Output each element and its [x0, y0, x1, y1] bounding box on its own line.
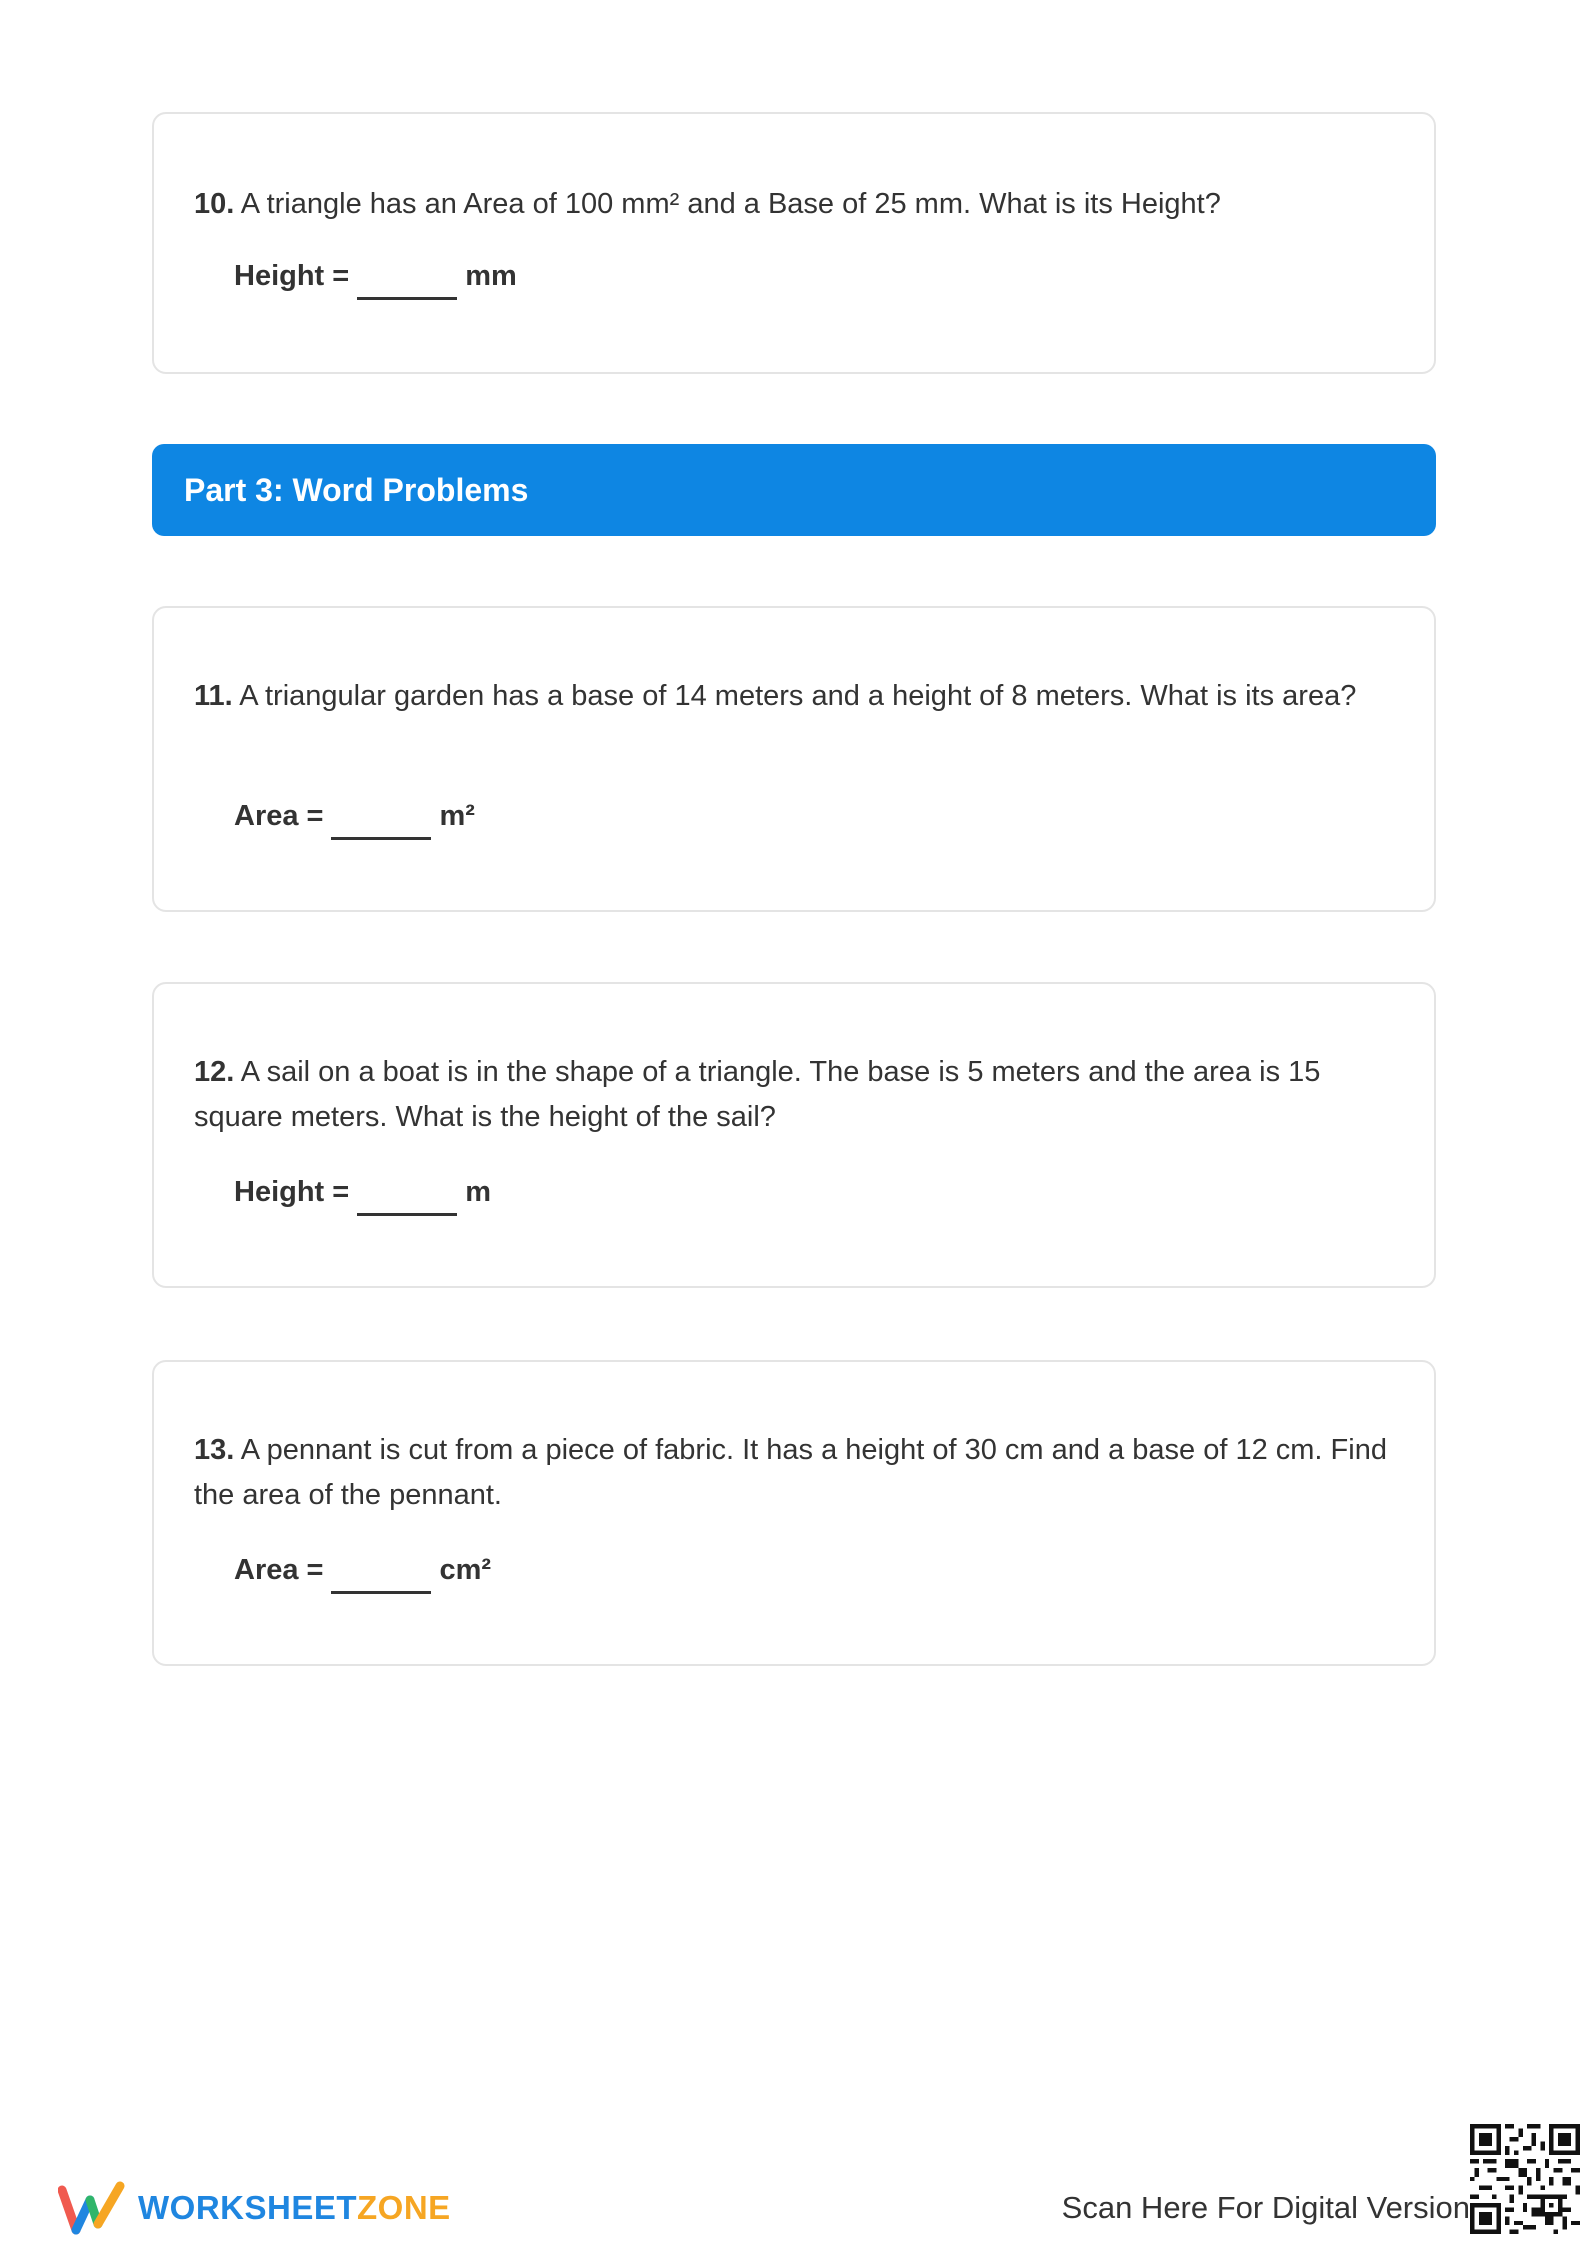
answer-row: [234, 800, 475, 840]
question-body: A triangular garden has a base of 14 meters and a height of 8 meters. What is its area?: [239, 680, 1357, 712]
answer-blank[interactable]: [357, 1176, 457, 1216]
logo-text: [138, 2189, 451, 2227]
qr-code-icon[interactable]: [1470, 2124, 1580, 2234]
question-number: 10.: [194, 188, 235, 220]
question-body: A sail on a boat is in the shape of a triangle. The base is 5 meters and the area is 15 square meters. What is the height of the sail?: [194, 1056, 1321, 1133]
answer-label: Area =: [234, 800, 324, 832]
question-body: A pennant is cut from a piece of fabric. It has a height of 30 cm and a base of 12 cm. Find the area of the pennant.: [194, 1434, 1387, 1511]
answer-unit: cm²: [439, 1554, 492, 1586]
worksheetzone-logo[interactable]: [58, 2180, 451, 2236]
question-card-10: [152, 112, 1436, 374]
part-3-title: Part 3: Word Problems: [184, 472, 529, 508]
question-number: 11.: [194, 680, 233, 712]
answer-label: Height =: [234, 260, 350, 292]
question-text: [194, 182, 1398, 227]
question-number: 13.: [194, 1434, 235, 1466]
question-number: 12.: [194, 1056, 235, 1088]
question-card-13: [152, 1360, 1436, 1666]
answer-blank[interactable]: [331, 800, 431, 840]
worksheetzone-logo-icon: [58, 2180, 126, 2236]
answer-label: Area =: [234, 1554, 324, 1586]
answer-unit: mm: [465, 260, 517, 292]
answer-row: [234, 260, 517, 300]
logo-text-worksheet: WORKSHEET: [138, 2189, 357, 2226]
answer-row: [234, 1176, 491, 1216]
answer-unit: m: [465, 1176, 492, 1208]
question-text: [194, 674, 1398, 719]
answer-label: Height =: [234, 1176, 350, 1208]
answer-blank[interactable]: [331, 1554, 431, 1594]
question-body: A triangle has an Area of 100 mm² and a Base of 25 mm. What is its Height?: [240, 188, 1221, 220]
answer-row: [234, 1554, 491, 1594]
question-card-12: [152, 982, 1436, 1288]
answer-unit: m²: [439, 800, 475, 832]
question-text: [194, 1050, 1398, 1140]
answer-blank[interactable]: [357, 260, 457, 300]
question-card-11: [152, 606, 1436, 912]
scan-text: Scan Here For Digital Version: [1061, 2190, 1470, 2225]
part-3-header: [152, 444, 1436, 536]
logo-text-zone: ZONE: [357, 2189, 451, 2226]
question-text: [194, 1428, 1398, 1518]
